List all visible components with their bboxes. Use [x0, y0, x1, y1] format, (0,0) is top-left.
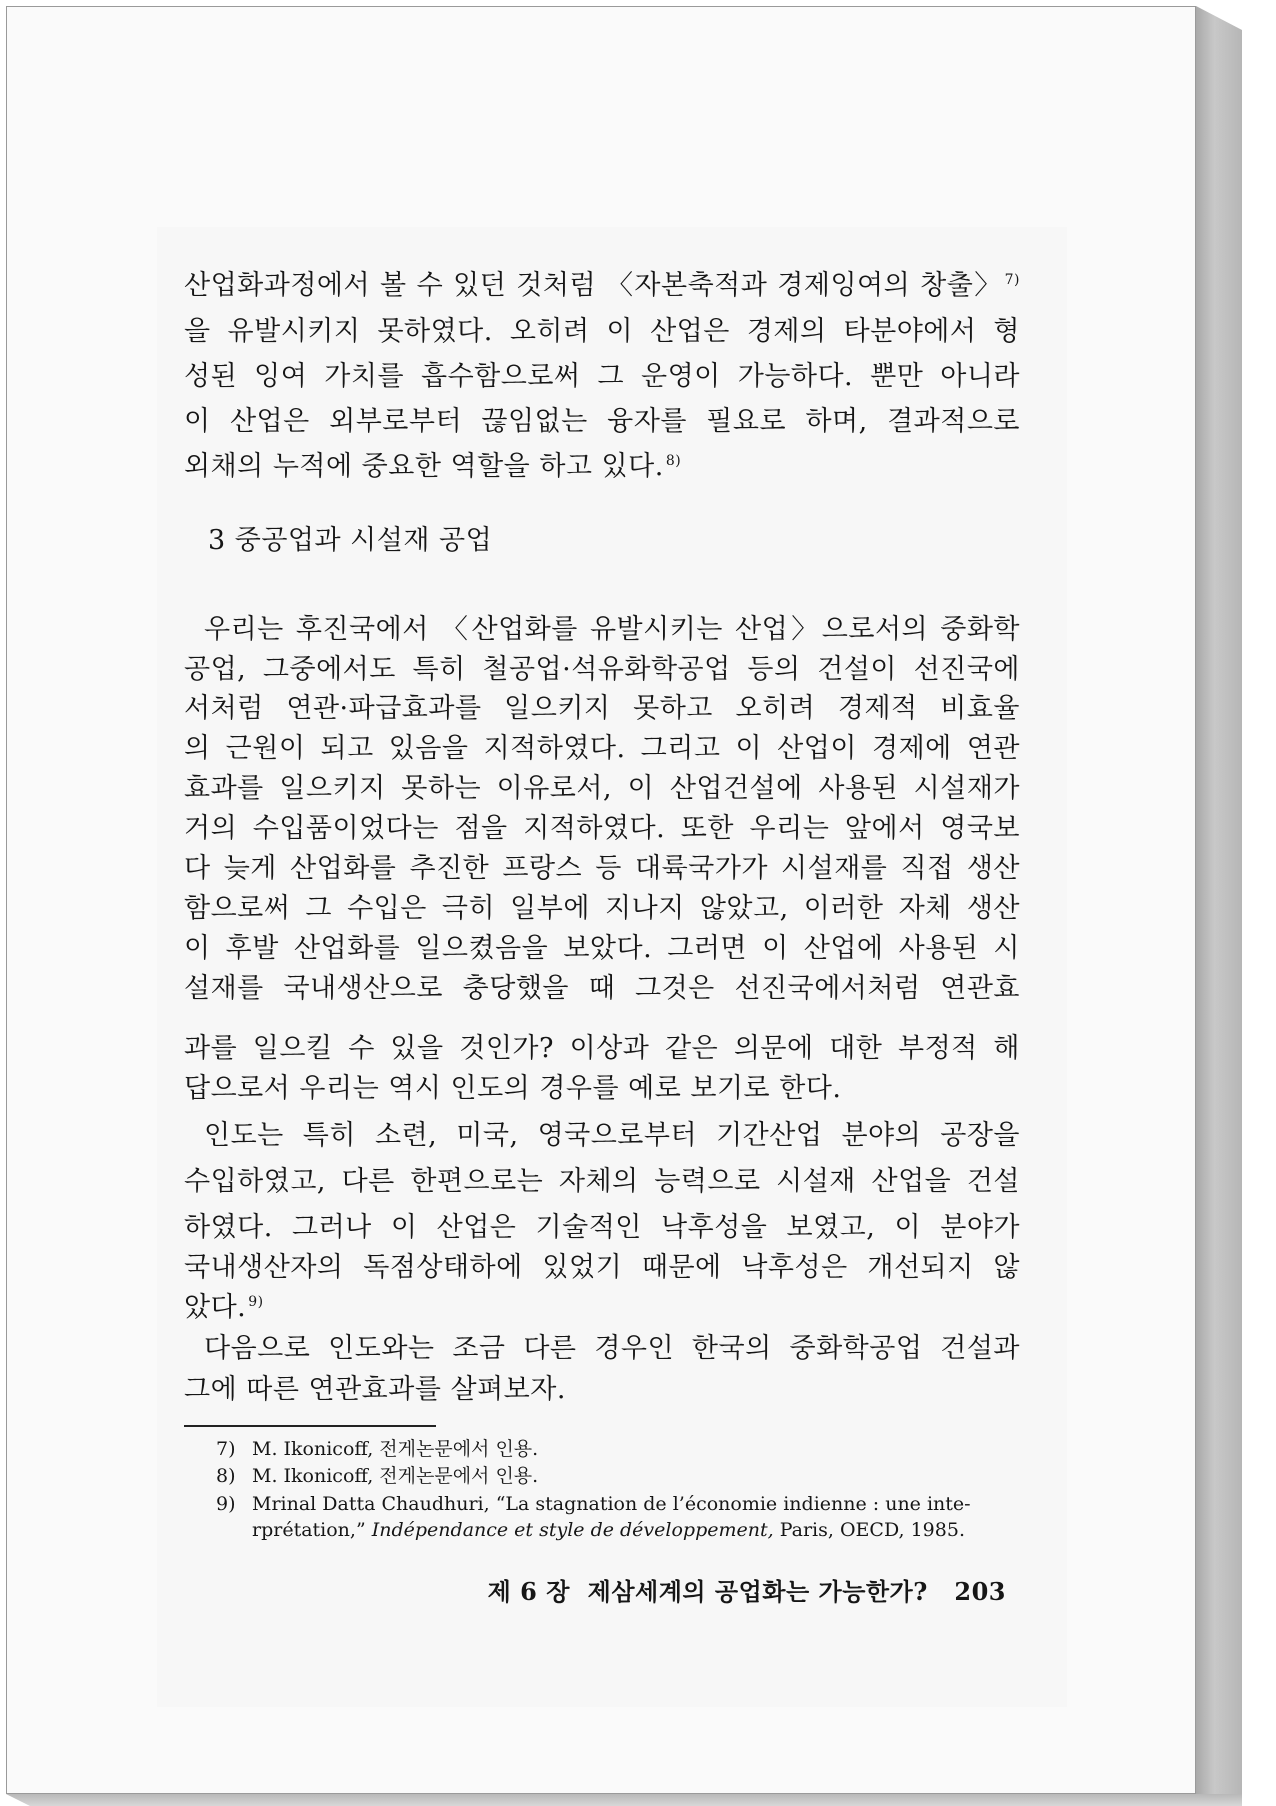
paragraph-2-line-3: 서처럼 연관·파급효과를 일으키지 못하고 오히려 경제적 비효율 [184, 693, 1020, 724]
paragraph-3-line-4: 국내생산자의 독점상태하에 있었기 때문에 낙후성은 개선되지 않 [184, 1252, 1020, 1283]
paragraph-2-line-5: 효과를 일으키지 못하는 이유로서, 이 산업건설에 사용된 시설재가 [184, 773, 1020, 804]
paragraph-3-line-2: 수입하였고, 다른 한편으로는 자체의 능력으로 시설재 산업을 건설 [184, 1166, 1020, 1197]
paragraph-1-line-4: 이 산업은 외부로부터 끊임없는 융자를 필요로 하며, 결과적으로 [184, 406, 1020, 437]
paragraph-2-line-7: 다 늦게 산업화를 추진한 프랑스 등 대륙국가가 시설재를 직접 생산 [184, 853, 1020, 884]
footnote-number: 9) [216, 1493, 236, 1515]
paragraph-3-line-1: 인도는 특히 소련, 미국, 영국으로부터 기간산업 분야의 공장을 [204, 1120, 1020, 1151]
footnote-8 [216, 1464, 1022, 1489]
footnote-9 [216, 1492, 1022, 1517]
paragraph-1-line-2: 을 유발시키지 못하였다. 오히려 이 산업은 경제의 타분야에서 형 [184, 316, 1020, 347]
paragraph-2-line-12: 답으로서 우리는 역시 인도의 경우를 예로 보기로 한다. [184, 1073, 842, 1104]
footnote-title-italic: Indépendance et style de développement, [371, 1519, 774, 1541]
paragraph-2-line-10: 설재를 국내생산으로 충당했을 때 그것은 선진국에서처럼 연관효 [184, 973, 1020, 1004]
paragraph-4-line-1: 다음으로 인도와는 조금 다른 경우인 한국의 중화학공업 건설과 [204, 1333, 1020, 1364]
footnote-text: M. Ikonicoff, 전게논문에서 인용. [252, 1438, 539, 1460]
paragraph-1-line-3: 성된 잉여 가치를 흡수함으로써 그 운영이 가능하다. 뿐만 아니라 [184, 361, 1020, 392]
footnote-number: 7) [216, 1438, 236, 1460]
footnote-ref-8: 8) [665, 453, 682, 469]
footnote-ref-9: 9) [248, 1294, 264, 1310]
paragraph-2-line-1: 우리는 후진국에서 〈산업화를 유발시키는 산업〉으로서의 중화학 [204, 614, 1020, 645]
footnote-text: Paris, OECD, 1985. [779, 1519, 965, 1541]
paragraph-1-line-1: 산업화과정에서 볼 수 있던 것처럼 〈자본축적과 경제잉여의 창출〉 $^{7)}$ [184, 270, 1020, 301]
footnote-number: 8) [216, 1465, 236, 1487]
paragraph-2-line-6: 거의 수입품이었다는 점을 지적하였다. 또한 우리는 앞에서 영국보 [184, 813, 1020, 844]
paragraph-2-line-11: 과를 일으킬 수 있을 것인가? 이상과 같은 의문에 대한 부정적 해 [184, 1033, 1020, 1064]
paragraph-2-line-9: 이 후발 산업화를 일으켰음을 보았다. 그러면 이 산업에 사용된 시 [184, 933, 1020, 964]
page-number: 203 [954, 1577, 1006, 1606]
footnote-ref-7: 7) [1004, 272, 1020, 288]
paragraph-3-line-3: 하였다. 그러나 이 산업은 기술적인 낙후성을 보였고, 이 분야가 [184, 1212, 1020, 1243]
footnote-9-continued [252, 1518, 1022, 1543]
footnote-7 [216, 1437, 1022, 1462]
footnote-text: rprétation,” [252, 1519, 366, 1541]
book-page-edge-right [1196, 6, 1242, 1794]
footnote-text: Mrinal Datta Chaudhuri, “La stagnation de l’économie indienne : une inte- [252, 1493, 971, 1515]
running-footer [488, 1576, 1006, 1608]
book-page-edge-bottom [6, 1794, 1242, 1806]
paragraph-4-line-2: 그에 따른 연관효과를 살펴보자. [184, 1374, 566, 1405]
chapter-label: 제 6 장 [487, 1577, 570, 1606]
footnote-text: M. Ikonicoff, 전게논문에서 인용. [252, 1465, 539, 1487]
paragraph-3-line-5: 았다. $^{9)}$ [184, 1292, 264, 1323]
paragraph-2-line-4: 의 근원이 되고 있음을 지적하였다. 그리고 이 산업이 경제에 연관 [184, 733, 1020, 764]
paragraph-2-line-8: 함으로써 그 수입은 극히 일부에 지나지 않았고, 이러한 자체 생산 [184, 893, 1020, 924]
paragraph-2-line-2: 공업, 그중에서도 특히 철공업·석유화학공업 등의 건설이 선진국에 [184, 654, 1020, 685]
chapter-title: 제삼세계의 공업화는 가능한가? [587, 1577, 928, 1606]
paragraph-1-line-5: 외채의 누적에 중요한 역할을 하고 있다. $^{8)}$ [184, 451, 682, 482]
footnote-divider [184, 1425, 436, 1427]
section-heading: 3 중공업과 시설재 공업 [208, 525, 493, 556]
